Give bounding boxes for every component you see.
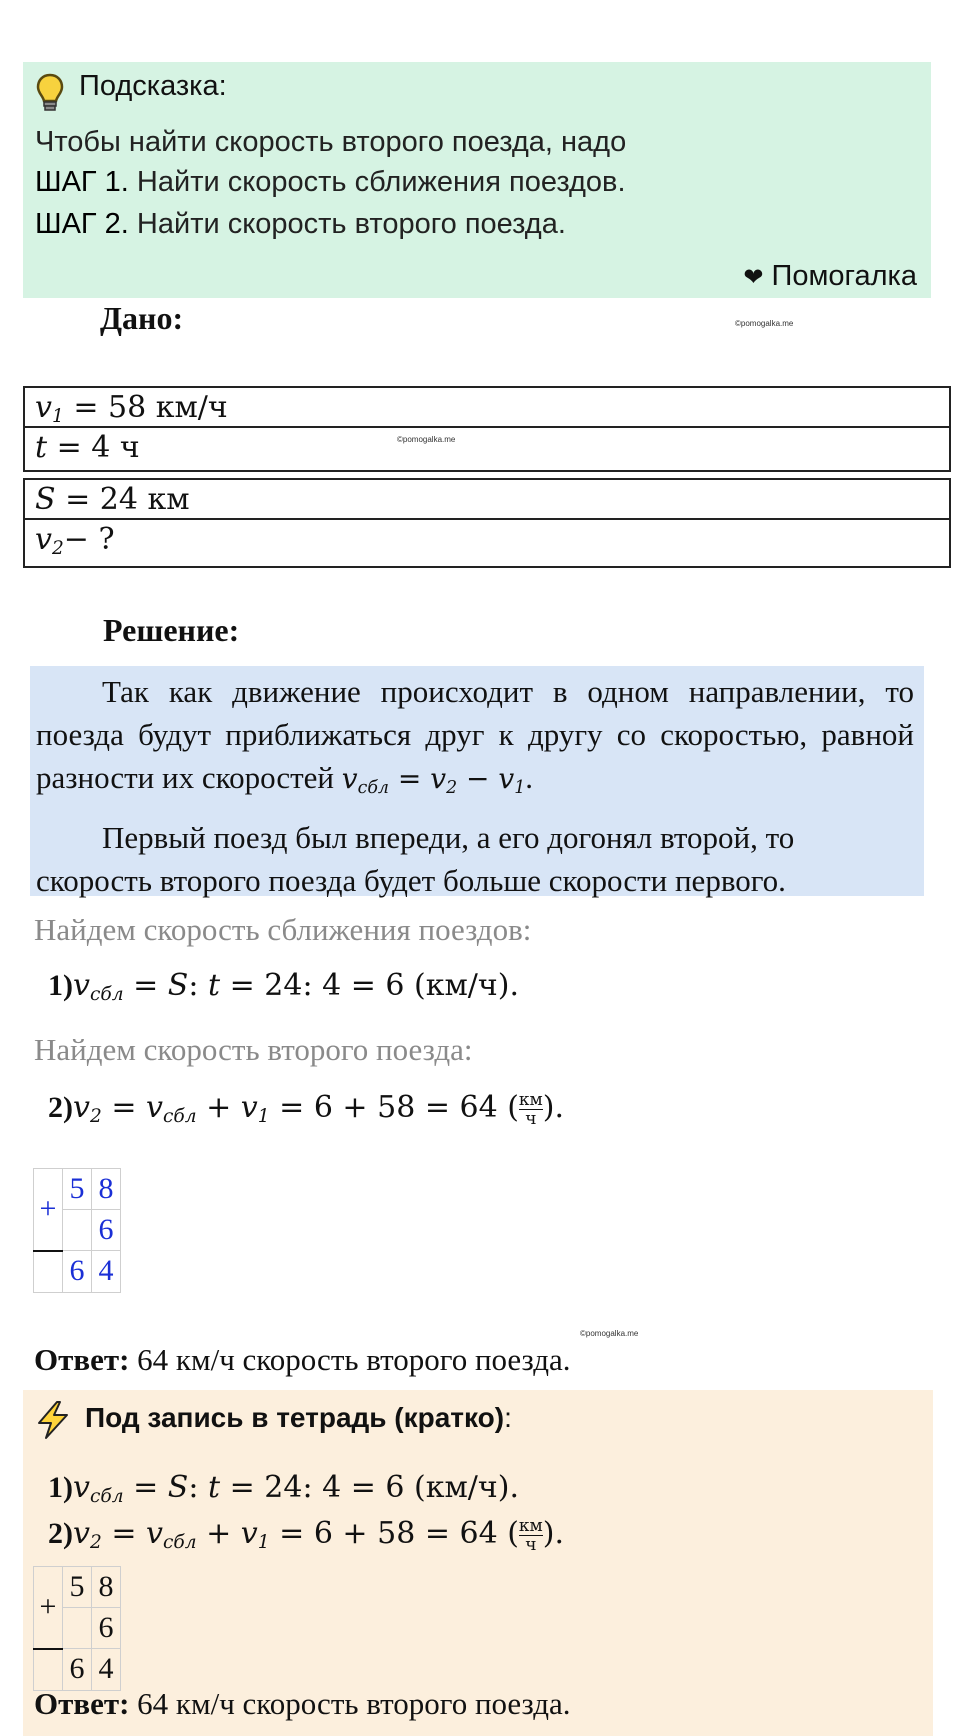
solution-paragraph-2: Первый поезд был впереди, а его догонял второй, то скорость второго поезда будет больше скорости первого. [36, 819, 795, 898]
answer [34, 1342, 571, 1378]
watermark: ©pomogalka.me [735, 319, 794, 328]
hint-title: Подсказка: [79, 70, 227, 102]
eq1-number: 1) [48, 969, 73, 1002]
given-t: t = 4 ч ©pomogalka.me [25, 428, 949, 468]
notebook-equation-1: $1)v_{сбл} = S$: t = 24: 4 = 6 (км/ч). [48, 1470, 519, 1508]
empty-cell [34, 1649, 63, 1691]
notebook-colon: : [504, 1402, 512, 1433]
digit: 6 [92, 1608, 121, 1649]
solution-title: Решение: [103, 612, 240, 648]
notebook-equation-2: $2)v_2 = v_{сбл} + v_1 = 6 + 58 = 64$ ( км ч ). [48, 1515, 565, 1555]
plus-sign: + [34, 1169, 63, 1251]
brand-label [743, 260, 917, 293]
watermark: ©pomogalka.me [397, 435, 456, 444]
notebook-column-addition [33, 1566, 121, 1691]
unit-bottom: ч [525, 1108, 537, 1129]
answer-text: 64 км/ч скорость второго поезда. [129, 1342, 571, 1377]
unit-fraction [519, 1091, 543, 1128]
notebook-title-text: Под запись в тетрадь (кратко) [85, 1402, 505, 1433]
given-s: S = 24 км [25, 480, 949, 520]
digit: 5 [63, 1169, 92, 1210]
digit: 5 [63, 1567, 92, 1608]
given-v2-value: − ? [63, 522, 115, 557]
answer-label: Ответ: [34, 1686, 130, 1721]
unit-top: км [518, 1515, 543, 1536]
find-step-1: Найдем скорость сближения поездов: [34, 912, 532, 947]
eq2-value: = 6 + 58 = 64 ( [279, 1516, 519, 1551]
step-1-text: Найти скорость сближения поездов. [128, 166, 626, 198]
hint-step-1 [35, 166, 626, 199]
empty-cell [34, 1251, 63, 1293]
lightbulb-icon [35, 72, 65, 119]
eq2-number: 2) [48, 1091, 73, 1124]
eq1-number: 1) [48, 1471, 73, 1504]
step-2-label: ШАГ 2. [35, 208, 129, 240]
notebook-answer [34, 1686, 571, 1722]
unit-top: км [518, 1089, 543, 1110]
equation-1: $1)v_{сбл} = S$: t = 24: 4 = 6 (км/ч). [48, 968, 519, 1006]
hint-step-2 [35, 208, 566, 241]
given-table-bottom [23, 478, 951, 568]
given-v1: $v_1 = 58$ км/ч [25, 388, 949, 428]
step-2-text: Найти скорость второго поезда. [128, 208, 566, 240]
notebook-box [23, 1390, 933, 1736]
solution-box [30, 666, 924, 896]
p1-text: Так как движение происходит в одном направлении, то поезда будут приближаться друг к другу со скоростью, равной разности их скоростей [36, 674, 914, 795]
notebook-title [85, 1402, 512, 1434]
given-v2: $v_2-$ ? [35, 522, 115, 560]
solution-paragraph-1: Так как движение происходит в одном направлении, то поезда будут приближаться друг к другу со скоростью, равной разности их скоростей $v_{сбл} = v_2 - v_1$. [36, 674, 914, 798]
unit-bottom: ч [525, 1534, 537, 1555]
given-table-top [23, 386, 951, 472]
given-title: Дано: [100, 300, 184, 336]
step-1-label: ШАГ 1. [35, 166, 129, 198]
hint-box [23, 62, 931, 298]
eq1-value: = 24: 4 = 6 (км/ч). [229, 1470, 519, 1505]
brand-name: Помогалка [771, 260, 917, 292]
empty-cell [63, 1210, 92, 1251]
find-step-2: Найдем скорость второго поезда: [34, 1032, 473, 1067]
eq1-value: = 24: 4 = 6 (км/ч). [229, 968, 519, 1003]
digit: 6 [63, 1251, 92, 1293]
hint-line: Чтобы найти скорость второго поезда, надо [35, 126, 627, 158]
heart-icon: ❤ [743, 264, 764, 291]
plus-sign: + [34, 1567, 63, 1649]
equation-2: $2)v_2 = v_{сбл} + v_1 = 6 + 58 = 64$ ( км ч ). [48, 1089, 565, 1129]
eq2-end: ). [542, 1090, 565, 1125]
eq2-end: ). [542, 1516, 565, 1551]
digit: 8 [92, 1567, 121, 1608]
given-t-value: = 4 ч [56, 430, 140, 465]
unit-fraction [519, 1517, 543, 1554]
digit: 8 [92, 1169, 121, 1210]
given-s-value: = 24 км [65, 482, 190, 517]
digit: 6 [92, 1210, 121, 1251]
lightning-icon [33, 1400, 73, 1445]
answer-text: 64 км/ч скорость второго поезда. [129, 1686, 571, 1721]
column-addition [33, 1168, 121, 1293]
digit: 4 [92, 1649, 121, 1691]
digit: 6 [63, 1649, 92, 1691]
answer-label: Ответ: [34, 1342, 130, 1377]
empty-cell [63, 1608, 92, 1649]
eq2-value: = 6 + 58 = 64 ( [279, 1090, 519, 1125]
eq2-number: 2) [48, 1517, 73, 1550]
given-v1-value: = 58 км/ч [73, 390, 228, 425]
watermark: ©pomogalka.me [580, 1329, 639, 1338]
digit: 4 [92, 1251, 121, 1293]
